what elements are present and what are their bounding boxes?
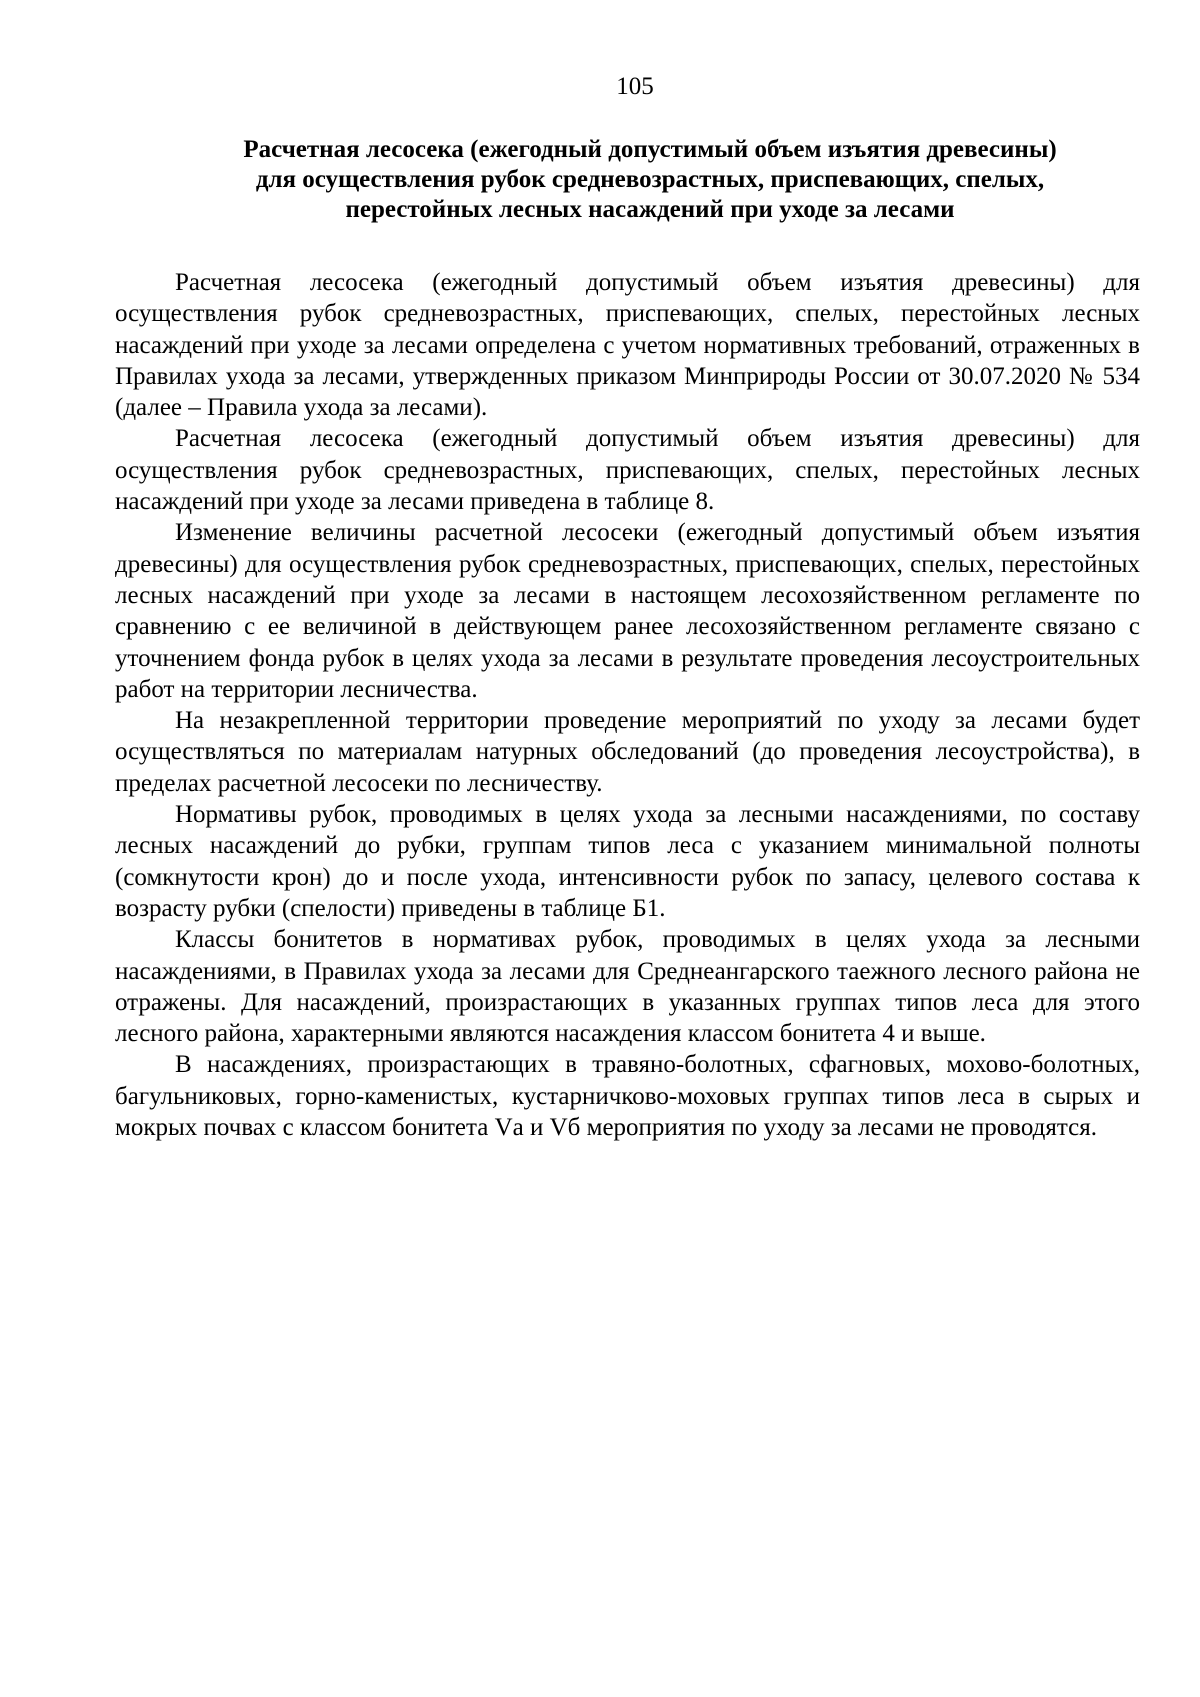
section-title-line: Расчетная лесосека (ежегодный допустимый объем изъятия древесины) (243, 136, 1057, 163)
paragraph: На незакрепленной территории проведение мероприятий по уходу за лесами будет осуществляться по материалам натурных обследований (до проведения лесоустройства), в пределах расчетной лесосеки по лесничеству. (115, 707, 1140, 797)
paragraph: Расчетная лесосека (ежегодный допустимый объем изъятия древесины) для осуществления рубок средневозрастных, приспевающих, спелых, перестойных лесных насаждений при уходе за лесами определена с учетом нормативных требований, отраженных в Правилах ухода за лесами, утвержденных приказом Минприроды России от 30.07.2020 № 534 (далее – Правила ухода за лесами). (115, 269, 1140, 422)
paragraph: Классы бонитетов в нормативах рубок, проводимых в целях ухода за лесными насаждениями, в Правилах ухода за лесами для Среднеангарского таежного лесного района не отражены. Для насаждений, произрастающих в указанных группах типов леса для этого лесного района, характерными являются насаждения классом бонитета 4 и выше. (115, 926, 1140, 1048)
section-title-line: перестойных лесных насаждений при уходе за лесами (345, 196, 955, 223)
paragraph: Расчетная лесосека (ежегодный допустимый объем изъятия древесины) для осуществления рубок средневозрастных, приспевающих, спелых, перестойных лесных насаждений при уходе за лесами приведена в таблице 8. (115, 425, 1140, 516)
paragraph: В насаждениях, произрастающих в травяно-болотных, сфагновых, мохово-болотных, багульниковых, горно-каменистых, кустарничково-моховых группах типов леса в сырых и мокрых почвах с классом бонитета Vа и Vб мероприятия по уходу за лесами не проводятся. (115, 1051, 1140, 1142)
paragraph: Нормативы рубок, проводимых в целях ухода за лесными насаждениями, по составу лесных насаждений до рубки, группам типов леса с указанием минимальной полноты (сомкнутости крон) до и после ухода, интенсивности рубок по запасу, целевого состава к возрасту рубки (спелости) приведены в таблице Б1. (115, 801, 1140, 922)
body-text (115, 267, 1140, 1143)
page-number: 105 (616, 73, 654, 100)
section-title (160, 135, 1140, 225)
section-title-line: для осуществления рубок средневозрастных, приспевающих, спелых, (255, 166, 1045, 193)
paragraph: Изменение величины расчетной лесосеки (ежегодный допустимый объем изъятия древесины) для осуществления рубок средневозрастных, приспевающих, спелых, перестойных лесных насаждений при уходе за лесами в настоящем лесохозяйственном регламенте по сравнению с ее величиной в действующем ранее лесохозяйственном регламенте связано с уточнением фонда рубок в целях ухода за лесами в результате проведения лесоустроительных работ на территории лесничества. (115, 519, 1140, 703)
